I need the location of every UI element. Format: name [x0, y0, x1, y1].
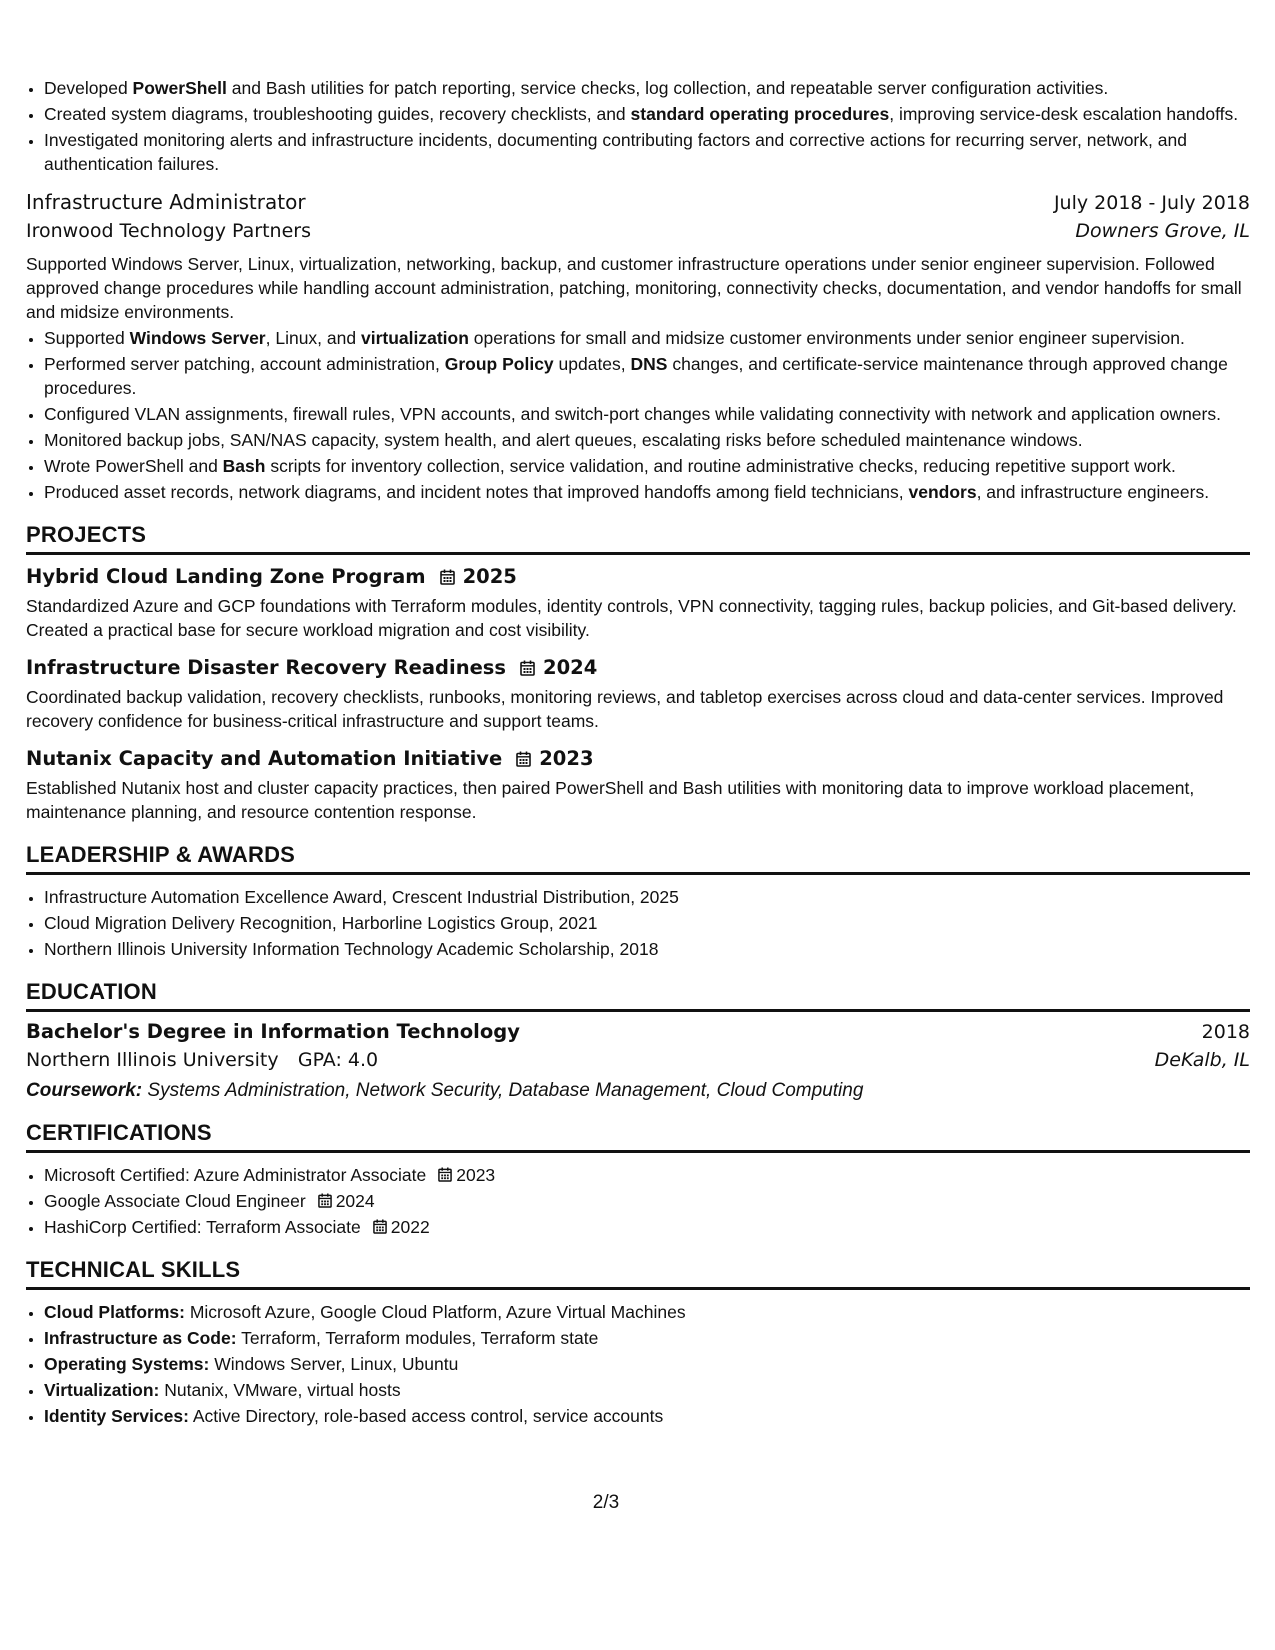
list-item: • Infrastructure as Code: Terraform, Terraform modules, Terraform state — [44, 1326, 1250, 1350]
job-dates: July 2018 - July 2018 — [1053, 192, 1250, 214]
graduation-year: 2018 — [1201, 1021, 1250, 1043]
list-item: • Wrote PowerShell and Bash scripts for inventory collection, service validation, and routine administrative checks, reducing repetitive support work. — [44, 454, 1250, 478]
company-name: Ironwood Technology Partners — [26, 220, 311, 242]
list-item: • HashiCorp Certified: Terraform Associate 2022 — [44, 1215, 1250, 1239]
calendar-icon — [520, 660, 535, 676]
list-item: • Virtualization: Nutanix, VMware, virtual hosts — [44, 1378, 1250, 1402]
list-item: • Identity Services: Active Directory, role-based access control, service accounts — [44, 1404, 1250, 1428]
list-item: • Operating Systems: Windows Server, Linux, Ubuntu — [44, 1352, 1250, 1376]
list-item: • Google Associate Cloud Engineer 2024 — [44, 1189, 1250, 1213]
list-item: • Northern Illinois University Information Technology Academic Scholarship, 2018 — [44, 937, 1250, 961]
certifications-list — [26, 1163, 1250, 1239]
job-subheader — [26, 220, 1250, 242]
job-bullets — [26, 326, 1250, 504]
job-summary: Supported Windows Server, Linux, virtualization, networking, backup, and customer infrastructure operations under senior engineer supervision. Followed approved change procedures while handling account administration, patching, monitoring, connectivity checks, documentation, and vendor handoffs for small and midsize environments. — [26, 254, 1242, 322]
list-item: • Microsoft Certified: Azure Administrator Associate 2023 — [44, 1163, 1250, 1187]
awards-heading: LEADERSHIP & AWARDS — [26, 842, 1250, 875]
awards-list — [26, 885, 1250, 961]
education-header — [26, 1020, 1250, 1043]
calendar-icon — [516, 751, 531, 767]
list-item: • Monitored backup jobs, SAN/NAS capacity, system health, and alert queues, escalating risks before scheduled maintenance windows. — [44, 428, 1250, 452]
project-year: 2024 — [543, 656, 598, 679]
job-header — [26, 190, 1250, 214]
coursework-list: Systems Administration, Network Security, Database Management, Cloud Computing — [142, 1080, 864, 1101]
project-year: 2025 — [462, 565, 517, 588]
certifications-heading: CERTIFICATIONS — [26, 1120, 1250, 1153]
calendar-icon — [318, 1193, 332, 1208]
coursework — [26, 1080, 1250, 1102]
project-title: Infrastructure Disaster Recovery Readiness 2024 — [26, 656, 598, 679]
list-item: • Produced asset records, network diagrams, and incident notes that improved handoffs among field technicians, vendors, and infrastructure engineers. — [44, 480, 1250, 504]
project-title: Nutanix Capacity and Automation Initiative 2023 — [26, 747, 594, 770]
list-item: • Performed server patching, account administration, Group Policy updates, DNS changes, and certificate-service maintenance through approved change procedures. — [44, 352, 1250, 400]
calendar-icon — [440, 569, 455, 585]
school-name: Northern Illinois University — [26, 1049, 279, 1071]
calendar-icon — [373, 1219, 387, 1234]
list-item: • Supported Windows Server, Linux, and virtualization operations for small and midsize customer environments under senior engineer supervision. — [44, 326, 1250, 350]
project-description: Coordinated backup validation, recovery checklists, runbooks, monitoring reviews, and tabletop exercises across cloud and data-center services. Improved recovery confidence for business-critical infrastructure and support teams. — [26, 687, 1224, 731]
list-item: • Infrastructure Automation Excellence Award, Crescent Industrial Distribution, 2025 — [44, 885, 1250, 909]
list-item: • Configured VLAN assignments, firewall rules, VPN accounts, and switch-port changes while validating connectivity with network and application owners. — [44, 402, 1250, 426]
list-item: • Cloud Platforms: Microsoft Azure, Google Cloud Platform, Azure Virtual Machines — [44, 1300, 1250, 1324]
degree-title: Bachelor's Degree in Information Technology — [26, 1020, 520, 1043]
project-title: Hybrid Cloud Landing Zone Program 2025 — [26, 565, 517, 588]
projects-heading: PROJECTS — [26, 522, 1250, 555]
job-location: Downers Grove, IL — [1075, 220, 1250, 242]
list-item: • Developed PowerShell and Bash utilities for patch reporting, service checks, log collection, and repeatable server configuration activities. — [44, 76, 1250, 100]
coursework-label: Coursework: — [26, 1080, 143, 1101]
gpa: GPA: 4.0 — [297, 1049, 379, 1071]
experience-continued-list — [26, 76, 1250, 176]
resume-page — [26, 76, 1250, 1430]
list-item: • Created system diagrams, troubleshooting guides, recovery checklists, and standard operating procedures, improving service-desk escalation handoffs. — [44, 102, 1250, 126]
calendar-icon — [438, 1167, 452, 1182]
page-number: 2/3 — [592, 1492, 620, 1513]
skills-list — [26, 1300, 1250, 1428]
list-item: • Cloud Migration Delivery Recognition, Harborline Logistics Group, 2021 — [44, 911, 1250, 935]
school-location: DeKalb, IL — [1154, 1049, 1250, 1071]
education-heading: EDUCATION — [26, 979, 1250, 1012]
skills-heading: TECHNICAL SKILLS — [26, 1257, 1250, 1290]
project-year: 2023 — [539, 747, 594, 770]
list-item: • Investigated monitoring alerts and infrastructure incidents, documenting contributing factors and corrective actions for recurring server, network, and authentication failures. — [44, 128, 1250, 176]
project-description: Standardized Azure and GCP foundations with Terraform modules, identity controls, VPN connectivity, tagging rules, backup policies, and Git-based delivery. Created a practical base for secure workload migration and cost visibility. — [26, 596, 1237, 640]
education-subheader — [26, 1049, 1250, 1072]
project-description: Established Nutanix host and cluster capacity practices, then paired PowerShell and Bash utilities with monitoring data to improve workload placement, maintenance planning, and resource contention response. — [26, 778, 1195, 822]
job-title: Infrastructure Administrator — [26, 190, 306, 214]
